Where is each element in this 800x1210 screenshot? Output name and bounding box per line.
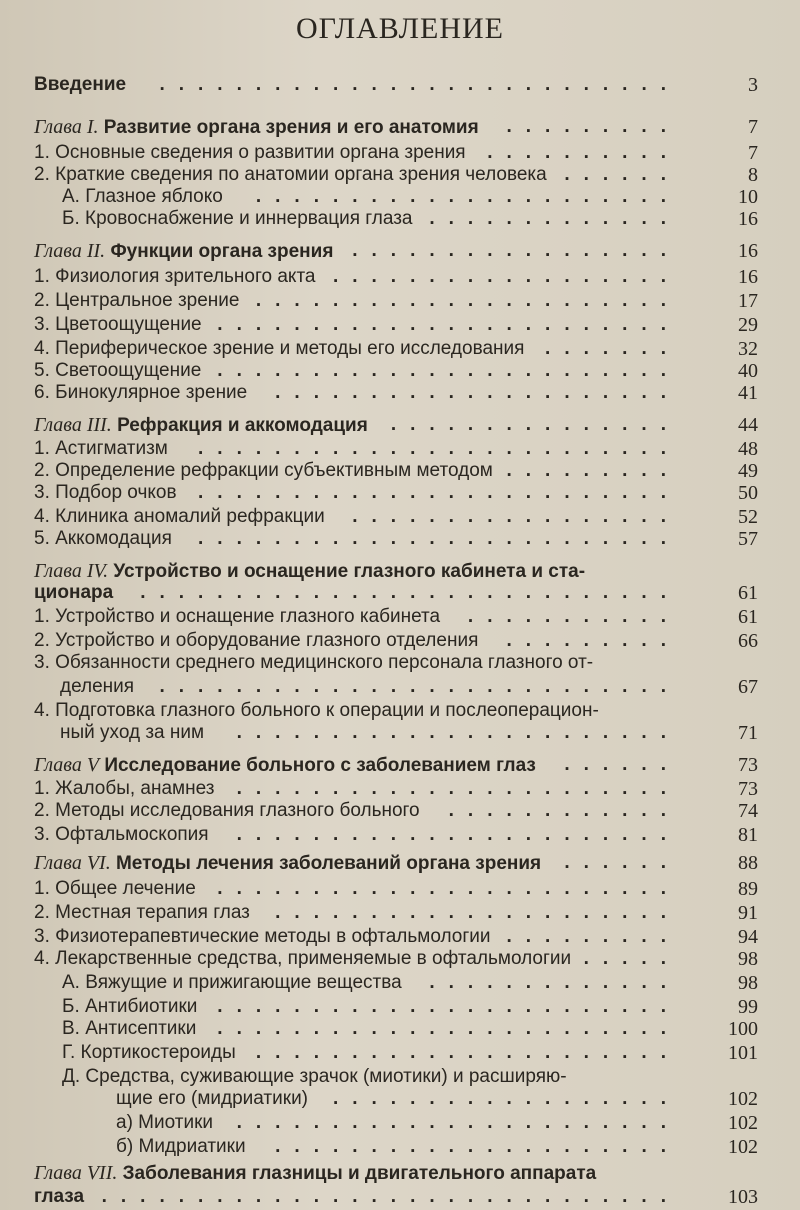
toc-entry: [0, 1184, 800, 1210]
toc-entry: [0, 900, 800, 926]
section-title: А. Вяжущие и прижигающие вещества: [62, 972, 402, 993]
section-title: 2. Методы исследования глазного больного: [34, 800, 420, 821]
dot-leader: ........................: [217, 878, 680, 899]
page-number: 94: [738, 926, 758, 948]
page-number: 50: [738, 482, 758, 504]
chapter-number: Глава V: [34, 754, 100, 776]
section-title: б) Мидриатики: [116, 1136, 246, 1157]
dot-leader: ........................: [217, 314, 680, 335]
dot-leader: ......................: [255, 186, 680, 207]
toc-entry: [0, 1134, 800, 1160]
page-number: 73: [738, 754, 758, 776]
dot-leader: .......................: [236, 1112, 680, 1133]
dot-leader: ............: [448, 800, 680, 821]
chapter-number: Глава IV.: [34, 560, 109, 582]
section-title: 2. Определение рефракции субъективным методом: [34, 460, 493, 481]
toc-entry: [0, 264, 800, 290]
chapter-title: Исследование больного с заболеванием глаз: [104, 755, 536, 776]
section-title: Д. Средства, суживающие зрачок (миотики) и расширяю-: [62, 1066, 567, 1087]
section-title: 3. Обязанности среднего медицинского персонала глазного от-: [34, 652, 594, 673]
toc-entry: [0, 114, 800, 140]
page-number: 16: [738, 266, 758, 288]
section-title: щие его (мидриатики): [116, 1088, 309, 1109]
dot-leader: ...........: [467, 606, 680, 627]
toc-entry: [0, 946, 800, 972]
dot-leader: ......................: [255, 290, 680, 311]
dot-leader: ........................: [217, 996, 680, 1017]
dot-leader: .................: [352, 240, 680, 261]
toc-entry: [0, 288, 800, 314]
chapter-title: Развитие органа зрения и его анатомия: [103, 117, 479, 138]
dot-leader: ........................: [217, 1018, 680, 1039]
page-number: 61: [738, 606, 758, 628]
toc-entry: [0, 1160, 800, 1186]
page-number: 98: [738, 948, 758, 970]
section-title: В. Антисептики: [62, 1018, 197, 1039]
toc-entry: [0, 752, 800, 778]
dot-leader: .........................: [198, 482, 680, 503]
toc-entry: [0, 970, 800, 996]
section-title: 6. Бинокулярное зрение: [34, 382, 248, 403]
dot-leader: ..............................: [101, 1186, 680, 1207]
dot-leader: .............: [429, 972, 680, 993]
section-title: деления: [60, 676, 135, 697]
toc-entry: [0, 822, 800, 848]
chapter-title: Устройство и оснащение глазного кабинета и ста-: [113, 561, 586, 582]
toc-entry: [0, 850, 800, 876]
dot-leader: .........................: [198, 528, 680, 549]
dot-leader: ...........................: [159, 74, 680, 95]
section-title: 2. Центральное зрение: [34, 290, 240, 311]
chapter-title: Рефракция и аккомодация: [117, 415, 368, 436]
section-title: 5. Аккомодация: [34, 528, 172, 549]
section-title: 3. Подбор очков: [34, 482, 177, 503]
page-number: 102: [728, 1136, 758, 1158]
page-number: 29: [738, 314, 758, 336]
toc-entry: [0, 1086, 800, 1112]
dot-leader: ............................: [140, 582, 680, 603]
dot-leader: .....................: [275, 382, 680, 403]
section-title: 1. Устройство и оснащение глазного кабинета: [34, 606, 441, 627]
dot-leader: ......................: [255, 1042, 680, 1063]
chapter-title: Введение: [34, 74, 127, 95]
toc-entry: [0, 72, 800, 98]
section-title: 1. Основные сведения о развитии органа зрения: [34, 142, 466, 163]
section-title: 4. Клиника аномалий рефракции: [34, 506, 325, 527]
dot-leader: .....................: [275, 902, 680, 923]
page-number: 48: [738, 438, 758, 460]
section-title: 2. Местная терапия глаз: [34, 902, 250, 923]
section-title: Г. Кортикостероиды: [62, 1042, 236, 1063]
page-number: 40: [738, 360, 758, 382]
page-number: 102: [728, 1112, 758, 1134]
chapter-number: Глава I.: [34, 116, 99, 138]
chapter-number: Глава II.: [34, 240, 106, 262]
page-number: 41: [738, 382, 758, 404]
section-title: 1. Общее лечение: [34, 878, 196, 899]
section-title: 2. Краткие сведения по анатомии органа зрения человека: [34, 164, 547, 185]
section-title: Б. Антибиотики: [62, 996, 198, 1017]
section-title: 3. Цветоощущение: [34, 314, 202, 335]
toc-entry: [0, 720, 800, 746]
page-number: 49: [738, 460, 758, 482]
page-number: 44: [738, 414, 758, 436]
dot-leader: ..................: [332, 266, 680, 287]
page-number: 57: [738, 528, 758, 550]
dot-leader: .....: [583, 948, 680, 969]
section-title: 4. Лекарственные средства, применяемые в офтальмологии: [34, 948, 572, 969]
section-title: А. Глазное яблоко: [62, 186, 223, 207]
page-number: 52: [738, 506, 758, 528]
section-title: 1. Физиология зрительного акта: [34, 266, 316, 287]
page-number: 7: [748, 116, 758, 138]
chapter-number: Глава VI.: [34, 852, 111, 874]
page-number: 66: [738, 630, 758, 652]
dot-leader: .........: [506, 116, 680, 137]
section-title: 1. Астигматизм: [34, 438, 168, 459]
section-title: 1. Жалобы, анамнез: [34, 778, 215, 799]
toc-entry: [0, 674, 800, 700]
dot-leader: .........: [506, 630, 680, 651]
toc-entry: [0, 412, 800, 438]
section-title: а) Миотики: [116, 1112, 214, 1133]
dot-leader: .................: [352, 506, 680, 527]
page-number: 16: [738, 240, 758, 262]
page-number: 99: [738, 996, 758, 1018]
page-number: 61: [738, 582, 758, 604]
page-number: 3: [748, 74, 758, 96]
page-number: 7: [748, 142, 758, 164]
section-title: 3. Офтальмоскопия: [34, 824, 209, 845]
toc-entry: [0, 876, 800, 902]
page-number: 91: [738, 902, 758, 924]
chapter-title: глаза: [34, 1186, 85, 1207]
toc-entry: [0, 1040, 800, 1066]
chapter-number: Глава III.: [34, 414, 112, 436]
toc-entry: [0, 238, 800, 264]
page-number: 103: [728, 1186, 758, 1208]
page-number: 101: [728, 1042, 758, 1064]
toc-entry: [0, 650, 800, 676]
page-number: 100: [728, 1018, 758, 1040]
page-number: 98: [738, 972, 758, 994]
page-number: 102: [728, 1088, 758, 1110]
page-number: 71: [738, 722, 758, 744]
dot-leader: .....................: [275, 1136, 680, 1157]
dot-leader: ..................: [332, 1088, 680, 1109]
dot-leader: .........: [506, 460, 680, 481]
section-title: 5. Светоощущение: [34, 360, 202, 381]
chapter-title: Функции органа зрения: [110, 241, 334, 262]
section-title: ный уход за ним: [60, 722, 205, 743]
chapter-title: Методы лечения заболеваний органа зрения: [115, 853, 542, 874]
dot-leader: .......: [545, 338, 680, 359]
chapter-number: Глава VII.: [34, 1162, 118, 1184]
page-number: 74: [738, 800, 758, 822]
page-number: 17: [738, 290, 758, 312]
page-number: 8: [748, 164, 758, 186]
toc-entry: [0, 1110, 800, 1136]
page-number: 10: [738, 186, 758, 208]
section-title: 2. Устройство и оборудование глазного отделения: [34, 630, 479, 651]
dot-leader: ...............: [390, 414, 680, 435]
dot-leader: ...........................: [159, 676, 680, 697]
toc-entry: [0, 798, 800, 824]
page-title: ОГЛАВЛЕНИЕ: [296, 12, 504, 45]
toc-entry: [0, 1016, 800, 1042]
dot-leader: .........................: [198, 438, 680, 459]
toc-entry: [0, 206, 800, 232]
page-number: 73: [738, 778, 758, 800]
dot-leader: ..........: [487, 142, 680, 163]
toc-entry: [0, 380, 800, 406]
page-number: 67: [738, 676, 758, 698]
toc-entry: [0, 480, 800, 506]
dot-leader: .......................: [236, 722, 680, 743]
section-title: 4. Подготовка глазного больного к операции и послеоперацион-: [34, 700, 599, 721]
section-title: 3. Физиотерапевтические методы в офтальмологии: [34, 926, 491, 947]
dot-leader: .............: [429, 208, 680, 229]
section-title: 4. Периферическое зрение и методы его исследования: [34, 338, 525, 359]
chapter-title: Заболевания глазницы и двигательного аппарата: [122, 1163, 597, 1184]
toc-entry: [0, 604, 800, 630]
dot-leader: ......: [564, 852, 680, 873]
dot-leader: ......: [564, 164, 680, 185]
section-title: Б. Кровоснабжение и иннервация глаза: [62, 208, 413, 229]
page-number: 81: [738, 824, 758, 846]
chapter-title: ционара: [34, 582, 114, 603]
toc-entry: [0, 580, 800, 606]
dot-leader: .........: [506, 926, 680, 947]
toc-entry: [0, 526, 800, 552]
page-number: 32: [738, 338, 758, 360]
dot-leader: .......................: [236, 824, 680, 845]
page-number: 88: [738, 852, 758, 874]
dot-leader: ......: [564, 754, 680, 775]
dot-leader: .......................: [236, 778, 680, 799]
dot-leader: ........................: [217, 360, 680, 381]
page-number: 16: [738, 208, 758, 230]
page-number: 89: [738, 878, 758, 900]
toc-entry: [0, 312, 800, 338]
